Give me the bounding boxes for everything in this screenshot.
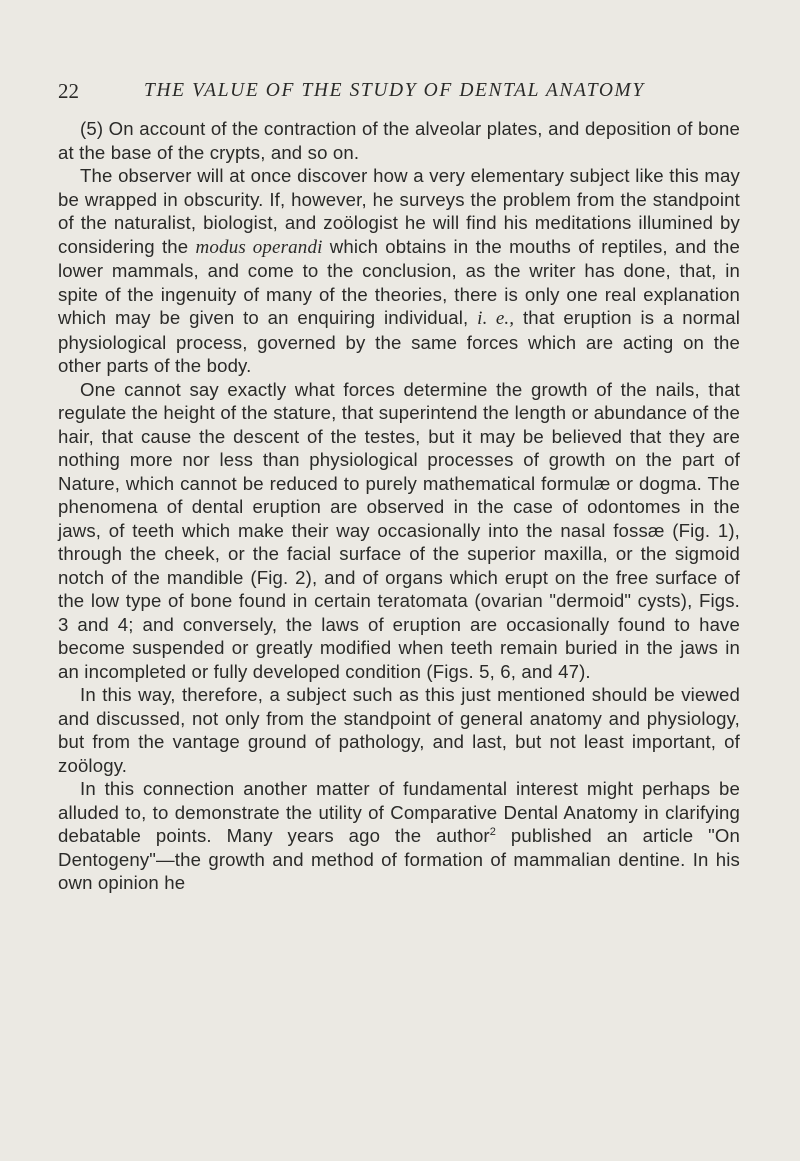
text-run: In this way, therefore, a subject such as this just mentioned should be viewed and discussed, not only from the standpoint of general anatomy and physiology, but from the vantage ground of pathology, and last, but not least important, of zoölogy. [58,684,740,776]
text-run: In this connection another matter of fundamental interest might perhaps be alluded to, to demonstrate the utility of Comparative Dental Anatomy in clarifying debatable points. Many years ago the author [58,778,740,846]
text-run: which obtains in the mouths of reptiles, and the lower mammals, and come to the conclusion, as the writer has done, that, in spite of the ingenuity of many of the theories, there is only one real explanation which may be given to an enquiring individual, [58,235,740,328]
paragraph [58,683,740,777]
text-run: that eruption is a normal physiological process, governed by the same forces which are acting on the other parts of the body. [58,307,740,376]
italic-text: modus operandi [195,236,323,258]
italic-text: i. e., [477,308,515,329]
paragraph [58,117,740,164]
paragraph [58,164,740,378]
page-header [58,79,742,107]
page-number: 22 [58,79,79,103]
text-run: (5) On account of the contraction of the alveolar plates, and deposition of bone at the base of the crypts, and so on. [58,118,740,163]
paragraph [58,777,740,895]
text-run: The observer will at once discover how a very elementary subject like this may be wrapped in obscurity. If, however, he surveys the problem from the standpoint of the naturalist, biologist, and zoölogist he will find his meditations illumined by considering the [58,165,740,257]
text-run: published an article "On Dentogeny"—the growth and method of formation of mammalian dentine. In his own opinion he [58,825,740,893]
text-run: One cannot say exactly what forces determine the growth of the nails, that regulate the height of the stature, that superintend the length or abundance of the hair, that cause the descent of the testes, but it may be believed that they are nothing more nor less than physiological processes of growth on the part of Nature, which cannot be reduced to purely mathematical formulæ or dogma. The phenomena of dental eruption are observed in the case of odontomes in the jaws, of teeth which make their way occasionally into the nasal fossæ (Fig. 1), through the cheek, or the facial surface of the superior maxilla, or the sigmoid notch of the mandible (Fig. 2), and of organs which erupt on the free surface of the low type of bone found in certain teratomata (ovarian "dermoid" cysts), Figs. 3 and 4; and conversely, the laws of eruption are occasionally found to have become suspended or greatly modified when teeth remain buried in the jaws in an incompleted or fully developed condition (Figs. 5, 6, and 47). [58,378,740,682]
paragraph [58,378,740,684]
body-text [58,117,740,895]
running-head: THE VALUE OF THE STUDY OF DENTAL ANATOMY [144,80,645,101]
footnote-marker: 2 [489,826,497,838]
